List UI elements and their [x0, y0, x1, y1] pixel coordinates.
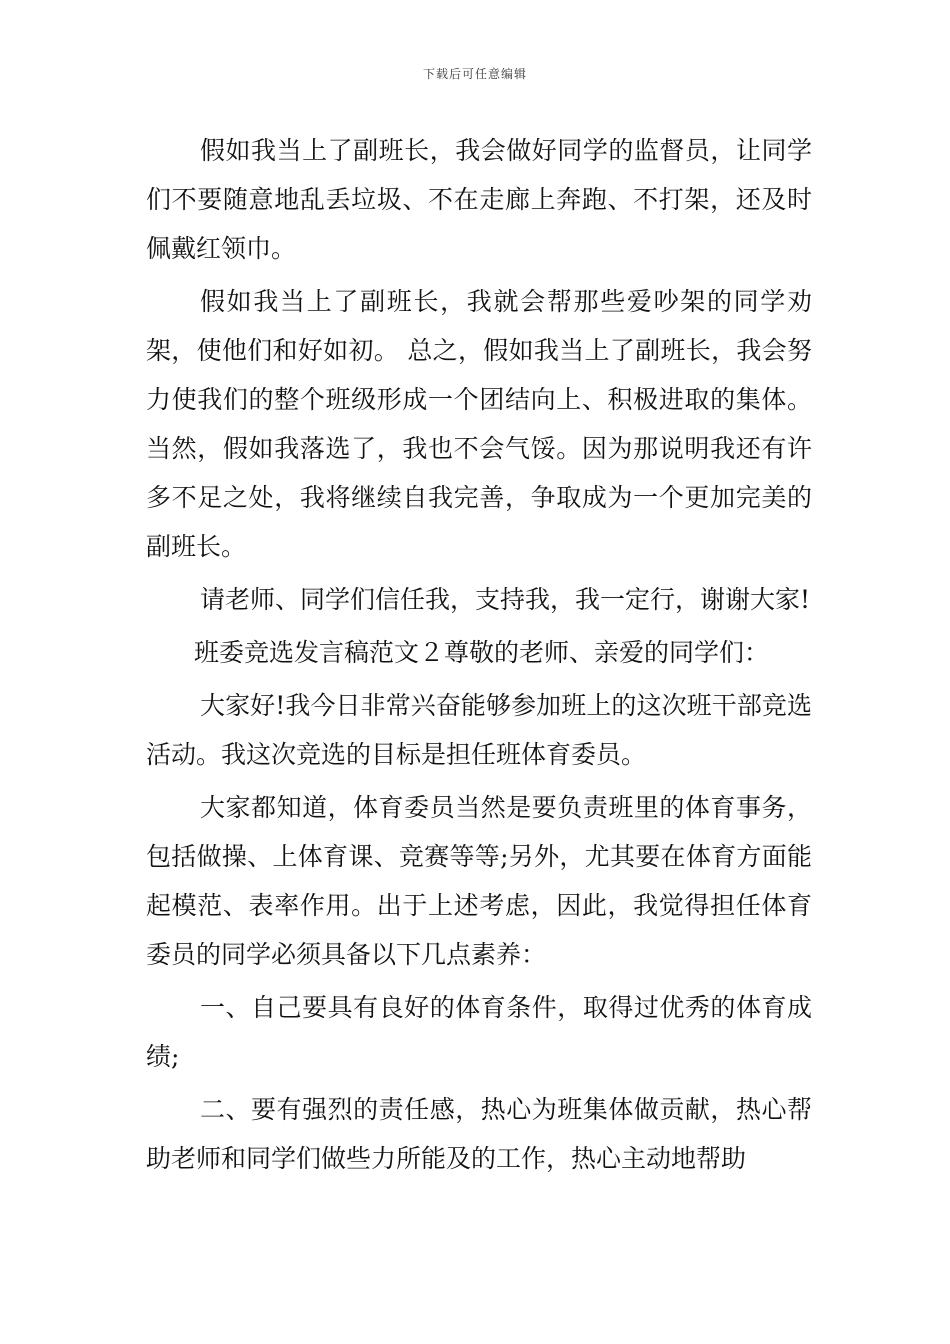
paragraph-3: 请老师、同学们信任我，支持我，我一定行，谢谢大家! [200, 585, 811, 614]
document-body [146, 126, 812, 1187]
section-heading: 班委竞选发言稿范文２尊敬的老师、亲爱的同学们： [194, 638, 770, 667]
paragraph-6: 一、自己要具有良好的体育条件，取得过优秀的体育成绩; [146, 993, 812, 1071]
paragraph-1: 假如我当上了副班长，我会做好同学的监督员，让同学们不要随意地乱丢垃圾、不在走廊上奔跑、不打架，还及时佩戴红领巾。 [146, 136, 812, 263]
paragraph-7: 二、要有强烈的责任感，热心为班集体做贡献，热心帮助老师和同学们做些力所能及的工作，热心主动地帮助 [146, 1095, 812, 1173]
page-header-note: 下载后可任意编辑 [422, 67, 527, 81]
paragraph-5: 大家都知道，体育委员当然是要负责班里的体育事务，包括做操、上体育课、竞赛等等;另外，尤其要在体育方面能起模范、表率作用。出于上述考虑，因此，我觉得担任体育委员的同学必须具备以下几点素养： [146, 793, 812, 969]
paragraph-4: 大家好!我今日非常兴奋能够参加班上的这次班干部竞选活动。我这次竞选的目标是担任班体育委员。 [146, 691, 812, 769]
paragraph-2: 假如我当上了副班长，我就会帮那些爱吵架的同学劝架，使他们和好如初。 总之，假如我当上了副班长，我会努力使我们的整个班级形成一个团结向上、积极进取的集体。当然，假如我落选了，我也不会气馁。因为那说明我还有许多不足之处，我将继续自我完善，争取成为一个更加完美的副班长。 [146, 287, 812, 561]
